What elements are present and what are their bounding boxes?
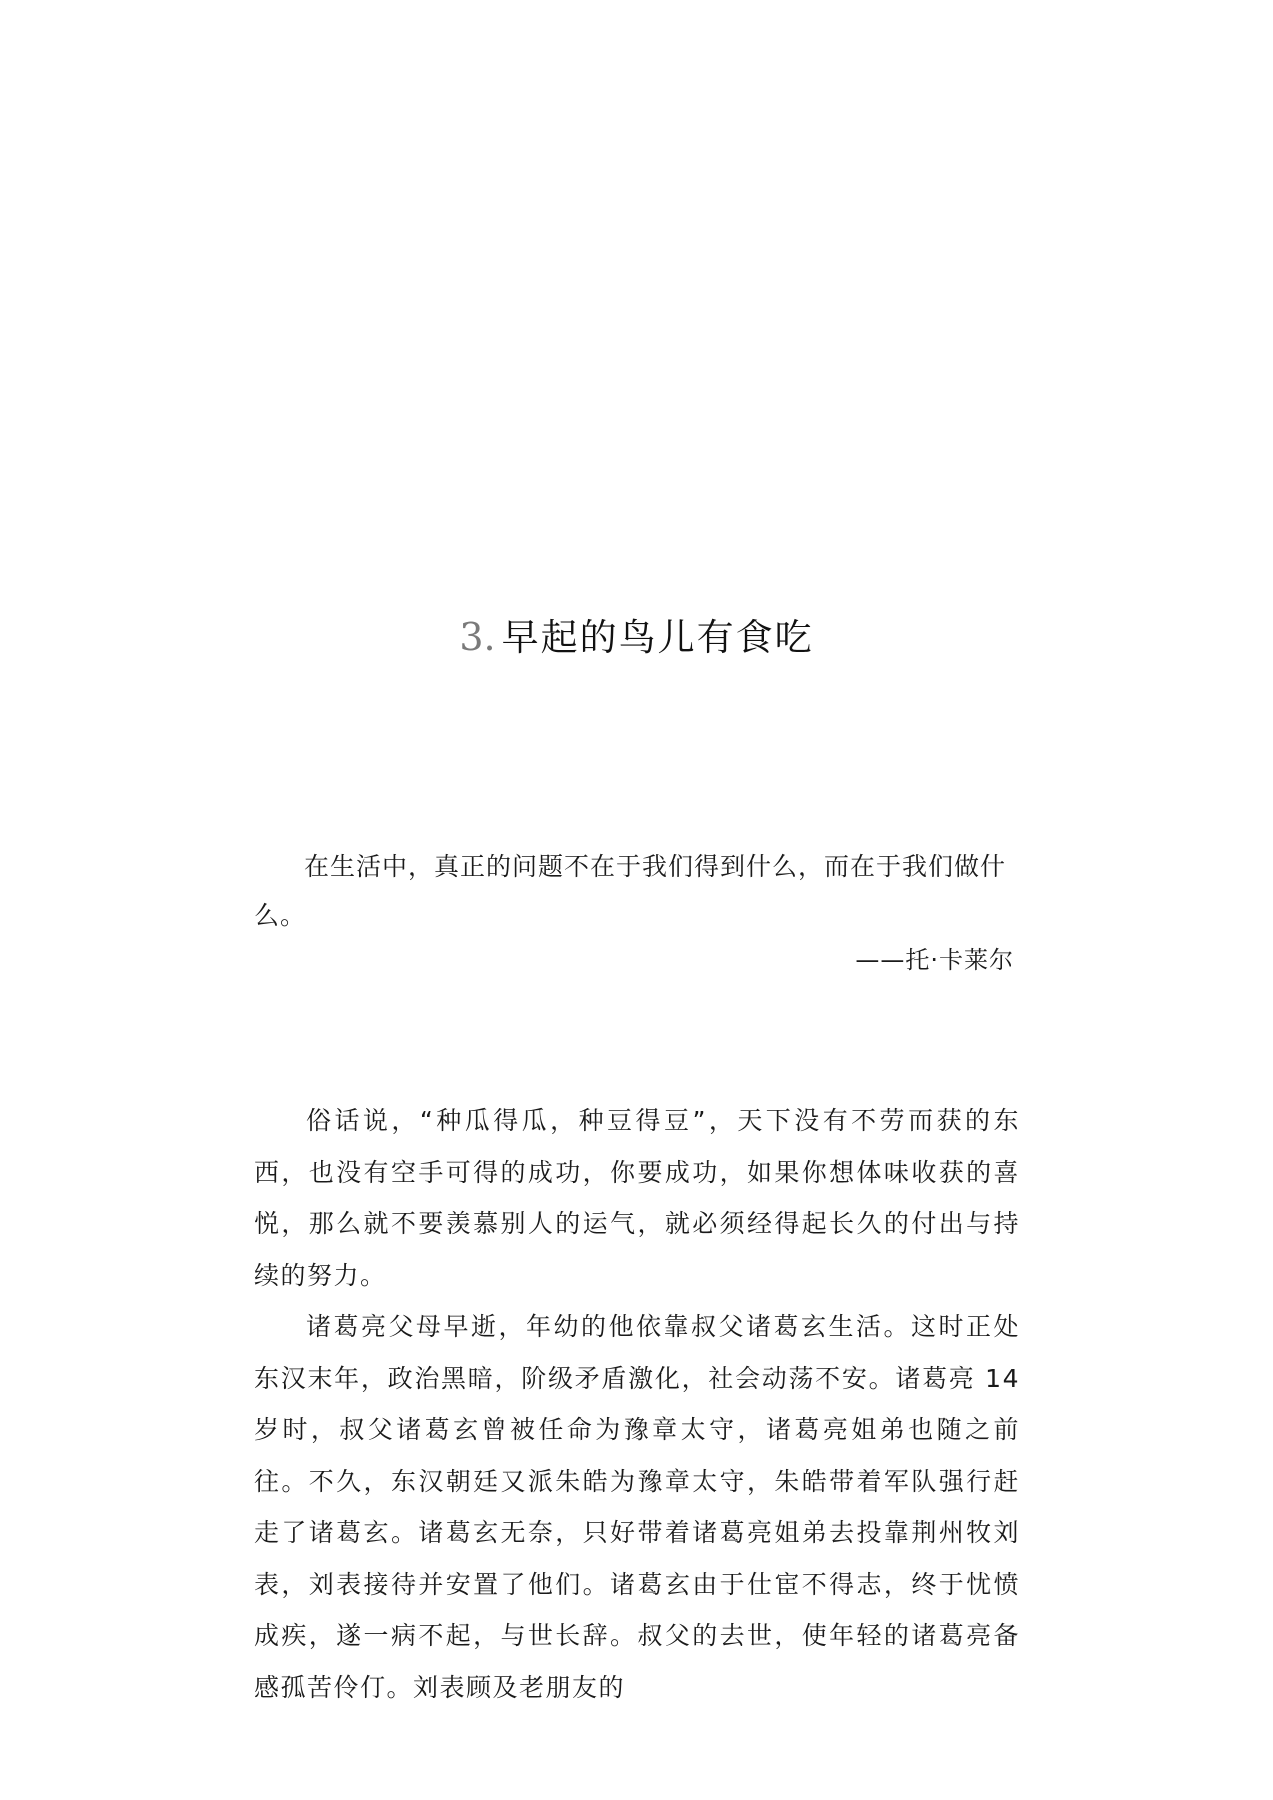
chapter-number: 3. <box>459 615 496 659</box>
chapter-title-text: 早起的鸟儿有食吃 <box>501 616 814 659</box>
body-text <box>254 1095 1020 1713</box>
paragraph: 俗话说，“种瓜得瓜，种豆得豆”，天下没有不劳而获的东西，也没有空手可得的成功，你要成功，如果你想体味收获的喜悦，那么就不要羡慕别人的运气，就必须经得起长久的付出与持续的努力。 <box>254 1106 1020 1290</box>
epigraph-author: ——托·卡莱尔 <box>855 946 1014 974</box>
epigraph-quote: 在生活中，真正的问题不在于我们得到什么，而在于我们做什么。 <box>254 852 1007 930</box>
epigraph <box>254 842 1014 940</box>
chapter-title <box>0 612 1273 663</box>
paragraph: 诸葛亮父母早逝，年幼的他依靠叔父诸葛玄生活。这时正处东汉末年，政治黑暗，阶级矛盾激化，社会动荡不安。诸葛亮 14 岁时，叔父诸葛玄曾被任命为豫章太守，诸葛亮姐弟也随之前往。不久，东汉朝廷又派朱皓为豫章太守，朱皓带着军队强行赶走了诸葛玄。诸葛玄无奈，只好带着诸葛亮姐弟去投靠荆州牧刘表，刘表接待并安置了他们。诸葛玄由于仕宦不得志，终于忧愤成疾，遂一病不起，与世长辞。叔父的去世，使年轻的诸葛亮备感孤苦伶仃。刘表顾及老朋友的 <box>254 1312 1020 1702</box>
